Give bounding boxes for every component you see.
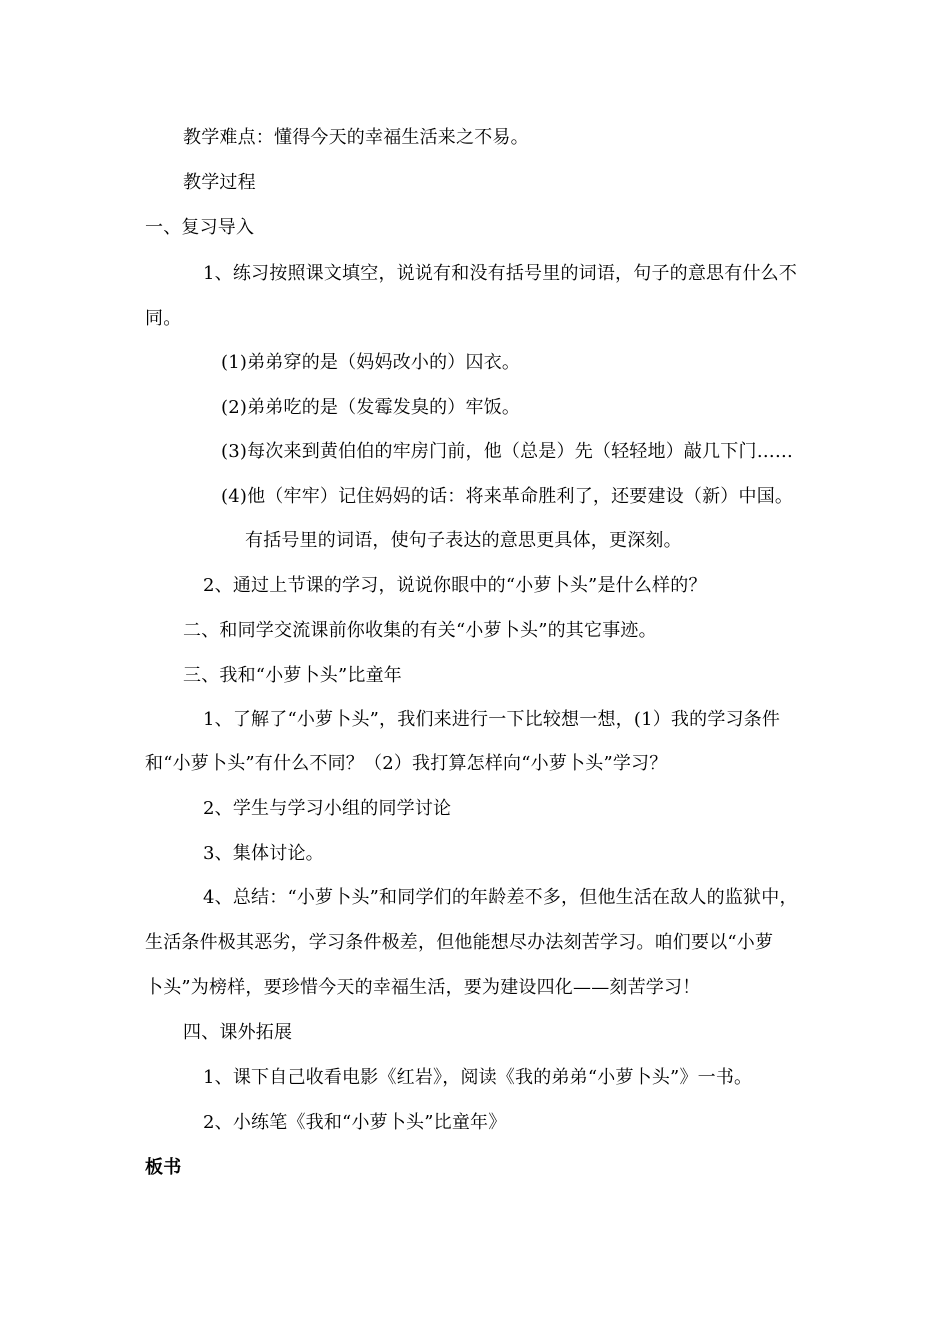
teaching-process-heading: 教学过程 (183, 172, 256, 193)
section-3-item-4-line-3: 卜头”为榜样，要珍惜今天的幸福生活，要为建设四化——刻苦学习！ (145, 977, 701, 998)
section-1-conclusion: 有括号里的词语，使句子表达的意思更具体，更深刻。 (245, 530, 682, 551)
section-1-item-1-line-2: 同。 (145, 308, 182, 329)
section-3-item-4-line-1: 4、总结：“小萝卜头”和同学们的年龄差不多，但他生活在敌人的监狱中， (203, 887, 798, 908)
section-3-item-1-line-1: 1、了解了“小萝卜头”，我们来进行一下比较想一想，(1）我的学习条件 (203, 709, 781, 730)
example-sentence-1: (1)弟弟穿的是（妈妈改小的）囚衣。 (221, 352, 521, 373)
section-3-item-1-line-2: 和“小萝卜头”有什么不同？（2）我打算怎样向“小萝卜头”学习？ (145, 753, 668, 774)
section-1-item-2: 2、通过上节课的学习，说说你眼中的“小萝卜头”是什么样的？ (203, 575, 707, 596)
section-3-heading: 三、我和“小萝卜头”比童年 (183, 665, 403, 686)
section-4-item-1: 1、课下自己收看电影《红岩》，阅读《我的弟弟“小萝卜头”》一书。 (203, 1067, 753, 1088)
section-1-heading: 一、复习导入 (145, 217, 255, 238)
section-4-heading: 四、课外拓展 (183, 1022, 293, 1043)
section-3-item-4-line-2: 生活条件极其恶劣，学习条件极差，但他能想尽办法刻苦学习。咱们要以“小萝 (145, 932, 774, 953)
section-3-item-3: 3、集体讨论。 (203, 843, 324, 864)
section-4-item-2: 2、小练笔《我和“小萝卜头”比童年》 (203, 1112, 507, 1133)
section-3-item-2: 2、学生与学习小组的同学讨论 (203, 798, 452, 819)
example-sentence-2: (2)弟弟吃的是（发霉发臭的）牢饭。 (221, 397, 521, 418)
section-2-heading: 二、和同学交流课前你收集的有关“小萝卜头”的其它事迹。 (183, 620, 657, 641)
blackboard-heading: 板书 (145, 1157, 182, 1178)
section-1-item-1-line-1: 1、练习按照课文填空，说说有和没有括号里的词语，句子的意思有什么不 (203, 263, 798, 284)
example-sentence-4: (4)他（牢牢）记住妈妈的话：将来革命胜利了，还要建设（新）中国。 (221, 486, 794, 507)
teaching-difficulty: 教学难点：懂得今天的幸福生活来之不易。 (183, 127, 529, 148)
example-sentence-3: (3)每次来到黄伯伯的牢房门前，他（总是）先（轻轻地）敲几下门…… (221, 441, 794, 462)
